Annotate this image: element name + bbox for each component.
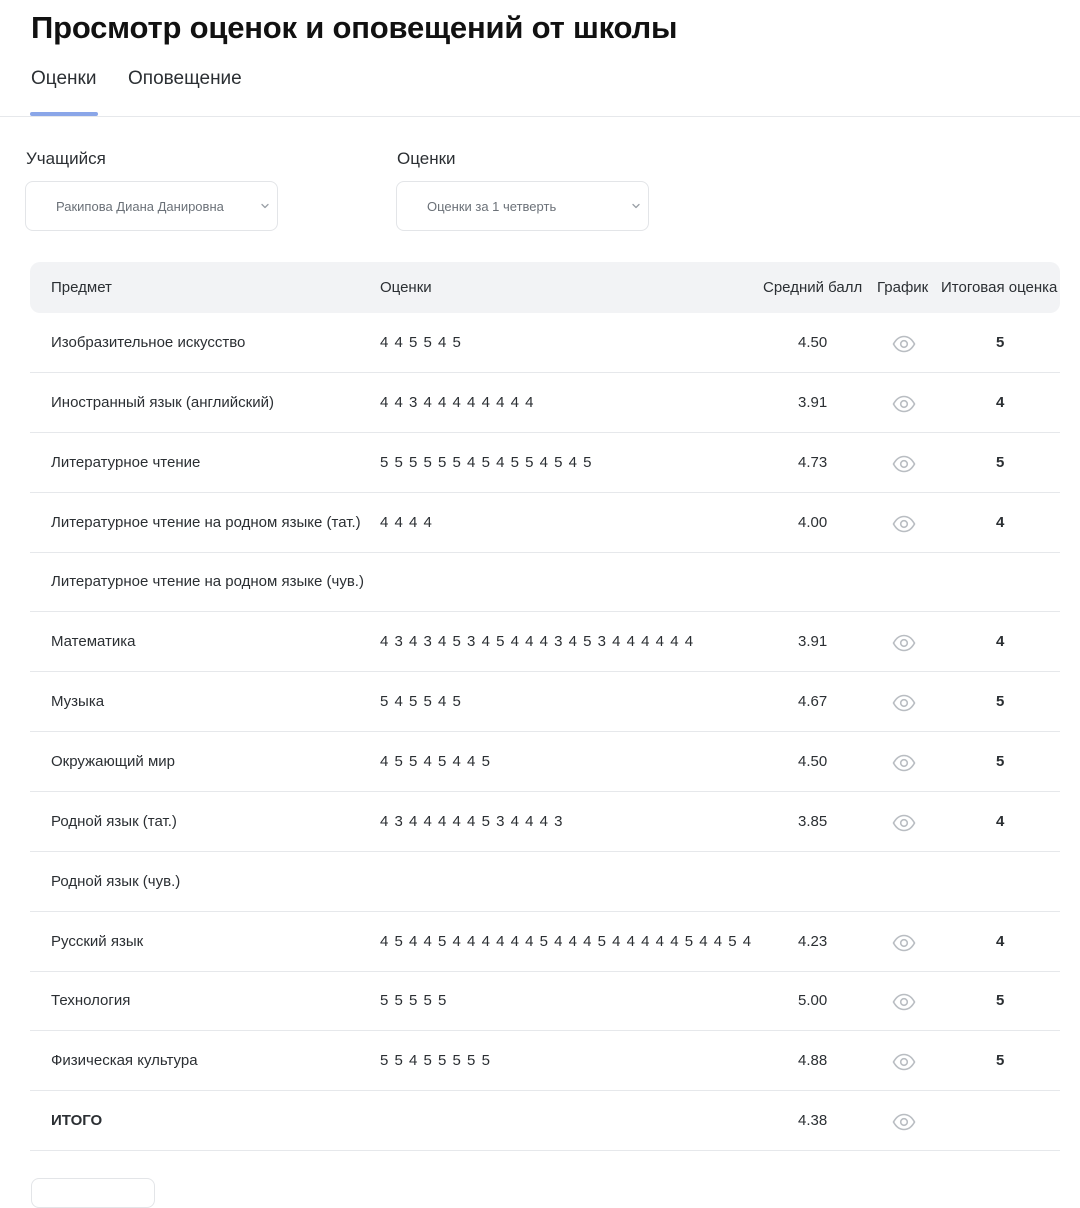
header-average: Средний балл	[763, 279, 863, 296]
student-select[interactable]	[25, 181, 278, 231]
active-tab-indicator	[30, 112, 98, 116]
average-score: 3.91	[798, 393, 828, 411]
average-score: 4.88	[798, 1052, 828, 1070]
subject-name: Русский язык	[51, 932, 144, 950]
subject-name: Иностранный язык (английский)	[51, 393, 274, 411]
final-grade: 4	[996, 513, 1005, 531]
final-grade: 4	[996, 633, 1005, 651]
grade-list: 4 5 4 4 5 4 4 4 4 4 4 5 4 4 4 5 4 4 4 4 4 5 4 4 5 4	[380, 932, 753, 950]
table-row	[30, 433, 1060, 493]
eye-icon[interactable]	[892, 934, 916, 952]
subject-name: Технология	[51, 992, 131, 1010]
grade-list: 5 5 5 5 5	[380, 992, 448, 1010]
header-grades: Оценки	[380, 279, 432, 296]
average-score: 4.67	[798, 693, 828, 711]
table-row	[30, 552, 1060, 612]
chevron-down-icon	[259, 200, 271, 212]
eye-icon[interactable]	[892, 515, 916, 533]
total-row	[30, 1091, 1060, 1151]
average-score: 4.73	[798, 453, 828, 471]
final-grade: 5	[996, 453, 1005, 471]
subject-name: Музыка	[51, 693, 105, 711]
eye-icon[interactable]	[892, 814, 916, 832]
grade-list: 4 4 5 5 4 5	[380, 334, 462, 351]
header-chart: График	[877, 279, 929, 296]
grade-list: 4 4 3 4 4 4 4 4 4 4 4	[380, 393, 535, 411]
eye-icon[interactable]	[892, 694, 916, 712]
eye-icon[interactable]	[892, 1053, 916, 1071]
table-row	[30, 672, 1060, 732]
subject-name: Математика	[51, 633, 136, 651]
tab-notifications[interactable]: Оповещение	[128, 68, 242, 89]
grade-list: 5 5 5 5 5 5 4 5 4 5 5 4 5 4 5	[380, 453, 593, 471]
table-row	[30, 971, 1060, 1031]
grade-list: 4 3 4 3 4 5 3 4 5 4 4 4 3 4 5 3 4 4 4 4 4 4	[380, 633, 695, 651]
subject-name: Родной язык (тат.)	[51, 812, 177, 830]
tab-grades[interactable]: Оценки	[31, 68, 97, 89]
table-row	[30, 493, 1060, 553]
final-grade: 5	[996, 693, 1005, 711]
table-row	[30, 852, 1060, 912]
subject-name: Литературное чтение	[51, 453, 201, 471]
final-grade: 4	[996, 812, 1005, 830]
subject-name: Окружающий мир	[51, 752, 175, 770]
grades-period-select[interactable]	[396, 181, 649, 231]
grade-list: 5 5 4 5 5 5 5 5	[380, 1052, 491, 1070]
subject-name: Физическая культура	[51, 1052, 198, 1070]
header-subject: Предмет	[51, 279, 112, 296]
average-score: 4.50	[798, 334, 828, 351]
subject-name: Литературное чтение на родном языке (тат.)	[51, 513, 361, 531]
grade-list: 5 4 5 5 4 5	[380, 693, 462, 711]
final-grade: 4	[996, 932, 1005, 950]
final-grade: 4	[996, 393, 1005, 411]
average-score: 4.50	[798, 752, 828, 770]
final-grade: 5	[996, 752, 1005, 770]
total-average: 4.38	[798, 1112, 828, 1129]
final-grade: 5	[996, 1052, 1005, 1070]
eye-icon[interactable]	[892, 395, 916, 413]
table-row	[30, 1031, 1060, 1091]
subject-name: Литературное чтение на родном языке (чув.)	[51, 573, 364, 591]
table-row	[30, 373, 1060, 433]
grade-list: 4 5 5 4 5 4 4 5	[380, 752, 491, 770]
table-row	[30, 612, 1060, 672]
grades-table-header	[30, 262, 1060, 313]
average-score: 3.91	[798, 633, 828, 651]
tab-bar	[0, 60, 1080, 117]
eye-icon[interactable]	[892, 1113, 916, 1131]
average-score: 3.85	[798, 812, 828, 830]
page-title: Просмотр оценок и оповещений от школы	[31, 10, 678, 45]
eye-icon[interactable]	[892, 634, 916, 652]
subject-name: Изобразительное искусство	[51, 334, 246, 351]
average-score: 5.00	[798, 992, 828, 1010]
eye-icon[interactable]	[892, 993, 916, 1011]
chevron-down-icon	[630, 200, 642, 212]
final-grade: 5	[996, 992, 1005, 1010]
grades-period-select-value: Оценки за 1 четверть	[427, 199, 557, 214]
table-row	[30, 732, 1060, 792]
header-final-grade: Итоговая оценка	[941, 279, 1058, 296]
table-row	[30, 313, 1060, 373]
subject-name: Родной язык (чув.)	[51, 872, 181, 890]
eye-icon[interactable]	[892, 754, 916, 772]
total-label: ИТОГО	[51, 1112, 103, 1129]
student-label: Учащийся	[26, 149, 106, 168]
average-score: 4.00	[798, 513, 828, 531]
bottom-button-partial[interactable]	[31, 1178, 155, 1208]
table-row	[30, 912, 1060, 972]
grade-list: 4 4 4 4	[380, 513, 433, 531]
final-grade: 5	[996, 334, 1005, 351]
eye-icon[interactable]	[892, 335, 916, 353]
eye-icon[interactable]	[892, 455, 916, 473]
table-row	[30, 792, 1060, 852]
student-select-value: Ракипова Диана Данировна	[56, 199, 224, 214]
average-score: 4.23	[798, 932, 828, 950]
grades-period-label: Оценки	[397, 149, 456, 168]
grade-list: 4 3 4 4 4 4 4 5 3 4 4 4 3	[380, 812, 564, 830]
